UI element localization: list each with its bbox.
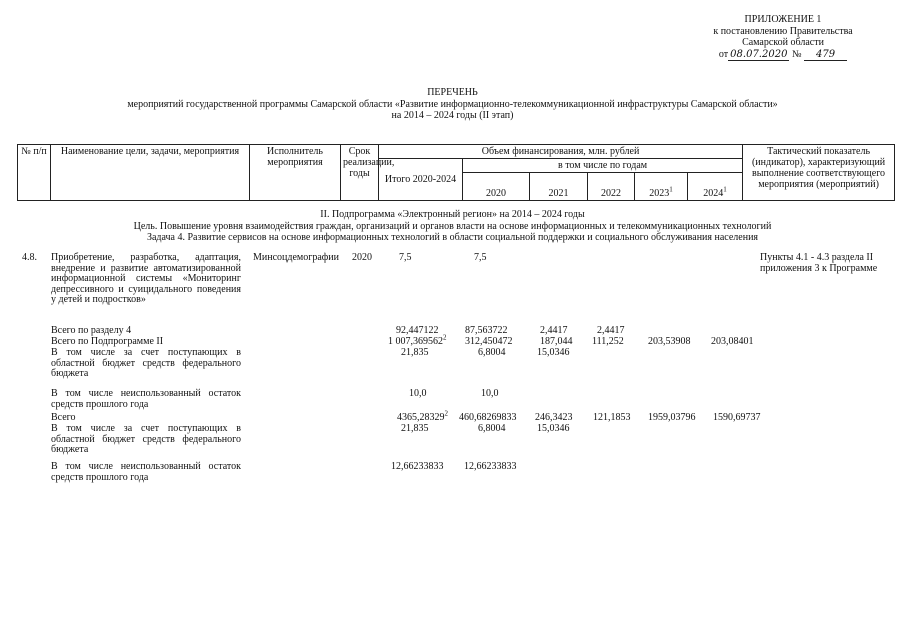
summary-label: В том числе за счет поступающих в областной бюджет средств федерального бюджета	[51, 347, 241, 380]
title-line3: на 2014 – 2024 годы (II этап)	[391, 110, 514, 121]
header-including: в том числе по годам	[463, 159, 743, 173]
summary-label: В том числе за счет поступающих в областной бюджет средств федерального бюджета	[51, 423, 241, 456]
summary-label: В том числе неиспользованный остаток средств прошлого года	[51, 388, 241, 410]
appendix-line2: к постановлению Правительства	[713, 25, 853, 37]
item-num: 4.8.	[22, 252, 37, 263]
summary-total: 12,66233833	[391, 461, 444, 472]
appendix-line3: Самарской области	[742, 37, 824, 48]
summary-y2022: 111,252	[592, 336, 624, 347]
document-title	[0, 87, 905, 122]
summary-y2021: 187,044	[540, 336, 573, 347]
from-prefix: от	[718, 48, 729, 60]
subprogram-heading: II. Подпрограмма «Электронный регион» на 2014 – 2024 годы	[320, 209, 585, 220]
header-total: Итого 2020-2024	[379, 159, 463, 201]
summary-total: 10,0	[409, 388, 427, 399]
handwritten-number: 479	[804, 49, 847, 61]
summary-y2022: 121,1853	[593, 412, 631, 423]
summary-y2020: 87,563722	[465, 325, 508, 336]
summary-y2020: 312,450472	[465, 336, 513, 347]
header-exec: Исполнитель мероприятия	[250, 145, 341, 201]
summary-y2024: 203,08401	[711, 336, 754, 347]
header-year-2020: 2020	[463, 173, 530, 201]
item-term: 2020	[352, 252, 372, 263]
summary-y2021: 2,4417	[540, 325, 568, 336]
summary-y2023: 203,53908	[648, 336, 691, 347]
summary-total: 4365,28329$^2$	[397, 409, 448, 423]
title-line1: ПЕРЕЧЕНЬ	[427, 87, 478, 98]
summary-y2020: 6,8004	[478, 423, 506, 434]
header-indicator: Тактический показатель (индикатор), характеризующий выполнение соответствующего мероприятия (мероприятий)	[743, 145, 895, 201]
item-y2020: 7,5	[474, 252, 487, 263]
approval-header	[708, 14, 858, 60]
table-header	[17, 144, 895, 201]
header-term: Срок реализации, годы	[341, 145, 379, 201]
summary-y2020: 6,8004	[478, 347, 506, 358]
handwritten-date: 08.07.2020	[730, 48, 788, 60]
title-line2: мероприятий государственной программы Самарской области «Развитие информационно-телекоммуникационной инфраструктуры Самарской области»	[127, 98, 778, 110]
summary-y2020: 10,0	[481, 388, 499, 399]
summary-y2021: 15,0346	[537, 347, 570, 358]
summary-y2023: 1959,03796	[648, 412, 696, 423]
summary-total: 21,835	[401, 347, 429, 358]
summary-y2021: 15,0346	[537, 423, 570, 434]
header-year-2022: 2022	[588, 173, 635, 201]
header-funding: Объем финансирования, млн. рублей	[379, 145, 743, 159]
summary-y2020: 12,66233833	[464, 461, 517, 472]
header-num: № п/п	[18, 145, 51, 201]
item-indicator: Пункты 4.1 - 4.3 раздела II приложения 3 к Программе	[760, 252, 878, 274]
summary-total: 21,835	[401, 423, 429, 434]
summary-y2021: 246,3423	[535, 412, 573, 423]
item-total: 7,5	[399, 252, 412, 263]
summary-y2024: 1590,69737	[713, 412, 761, 423]
header-year-2024: 2024$^1$	[688, 173, 743, 201]
summary-y2022: 2,4417	[597, 325, 625, 336]
header-name: Наименование цели, задачи, мероприятия	[51, 145, 250, 201]
summary-label: Всего	[51, 412, 76, 423]
number-prefix: №	[791, 48, 802, 60]
item-exec: Минсоцдемографии	[253, 252, 339, 263]
header-year-2023: 2023$^1$	[635, 173, 688, 201]
summary-label: Всего по Подпрограмме II	[51, 336, 164, 347]
task-heading: Задача 4. Развитие сервисов на основе информационных технологий в области социальной поддержки и социального обслуживания населения	[146, 232, 759, 243]
appendix-date-line	[708, 49, 858, 61]
section-headings	[0, 209, 905, 244]
summary-total: 92,447122	[396, 325, 439, 336]
goal-heading: Цель. Повышение уровня взаимодействия граждан, организаций и органов власти на основе информационных и телекоммуникационных технологий	[133, 220, 772, 232]
item-name: Приобретение, разработка, адаптация, внедрение и развитие автоматизированной информационной системы «Мониторинг депрессивного и суицидального поведения у детей и подростков»	[51, 252, 241, 306]
summary-total: 1 007,369562$^2$	[388, 333, 447, 347]
summary-label: Всего по разделу 4	[51, 325, 132, 336]
appendix-title: ПРИЛОЖЕНИЕ 1	[744, 14, 822, 25]
summary-y2020: 460,68269833	[459, 412, 517, 423]
summary-label: В том числе неиспользованный остаток средств прошлого года	[51, 461, 241, 483]
header-year-2021: 2021	[530, 173, 588, 201]
